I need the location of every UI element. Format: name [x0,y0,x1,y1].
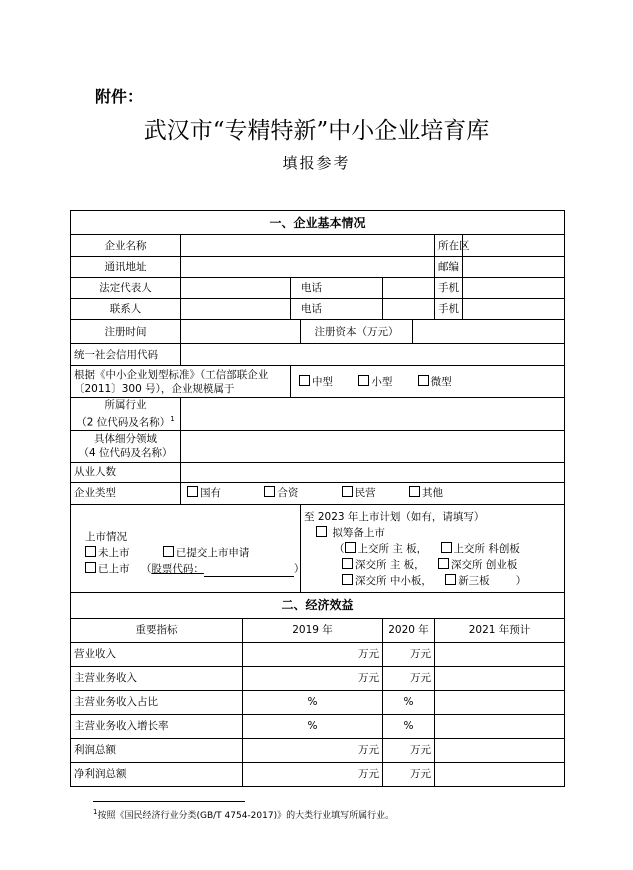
listing-title: 上市情况 [85,531,127,543]
scale-option-medium-label: 中型 [312,375,333,388]
legal-rep-field[interactable] [181,278,291,299]
address-row [71,257,565,278]
subfield-label-line1: 具体细分领域 [94,433,157,445]
plan-sh-star-label: 上交所 科创板 [453,542,520,555]
metric-unit: 万元 [410,744,431,756]
plan-line-sz1 [304,557,561,573]
metric-row [71,690,565,714]
metric-unit: % [403,720,414,732]
subfield-label [71,430,181,462]
metric-row [71,642,565,666]
credit-code-row [71,344,565,366]
section2-title: 二、经济效益 [71,592,565,618]
plan-sh-main-label: 上交所 主 板， [357,542,428,555]
industry-label [71,398,181,431]
scale-label-line1: 根据《中小企业划型标准》（工信部联企业 [74,368,269,381]
metric-unit: 万元 [358,768,379,780]
checkbox-icon [299,375,310,386]
listing-done-option[interactable] [85,561,130,577]
industry-label-line1: 所属行业 [104,399,147,411]
scale-option-micro[interactable] [418,375,452,389]
plan-sz-main-option[interactable] [342,557,425,573]
scale-option-medium[interactable] [299,375,333,389]
col-2019-header: 2019 年 [243,618,383,642]
scale-label [71,366,291,398]
attachment-label: 附件： [95,87,144,106]
col-2021-header: 2021 年预计 [435,618,565,642]
checkbox-icon [345,542,356,553]
metric-2019-field[interactable] [243,666,383,690]
footnote-divider [93,801,245,802]
metric-unit: 万元 [410,768,431,780]
metric-label: 主营业务收入占比 [71,690,243,714]
plan-neeq-option[interactable] [445,573,490,589]
footnote [93,808,394,821]
stock-code-open: （ [140,563,152,575]
plan-sz-gem-label: 深交所 创业板 [451,558,518,571]
checkbox-icon [445,574,456,585]
checkbox-icon [342,558,353,569]
employees-label: 从业人数 [71,462,181,482]
contact-row [71,299,565,320]
metric-2019-field[interactable] [243,762,383,786]
postcode-field[interactable] [463,257,565,278]
industry-label-line2 [74,412,177,430]
type-option-private[interactable] [342,486,376,500]
checkbox-icon [187,486,198,497]
company-type-row [71,482,565,504]
industry-field[interactable] [181,398,565,431]
metric-2020-field[interactable] [383,666,435,690]
type-option-other-label: 其他 [422,487,444,499]
scale-option-small-label: 小型 [371,375,393,388]
legal-rep-phone-label: 电话 [291,278,383,299]
plan-title: 至 2023 年上市计划（如有，请填写） [304,510,485,523]
checkbox-icon [264,486,275,497]
metric-label: 净利润总额 [71,762,243,786]
footnote-number: 1 [93,808,98,816]
footnote-ref: 1 [170,415,175,423]
plan-neeq-label: 新三板 [458,574,490,587]
plan-line-sh [304,541,561,557]
checkbox-icon [358,375,369,386]
legal-rep-label: 法定代表人 [71,278,181,299]
metric-2020-field[interactable] [383,690,435,714]
company-name-row [71,235,565,257]
contact-mobile-label: 手机 [435,299,463,320]
application-form-table [70,210,565,787]
location-label: 所在区 [435,235,463,257]
address-label: 通讯地址 [71,257,181,278]
employees-field[interactable] [181,462,565,482]
col-indicator-header: 重要指标 [71,618,243,642]
plan-sz-gem-option[interactable] [438,557,517,573]
metric-unit: 万元 [410,648,431,660]
metric-2020-field[interactable] [383,714,435,738]
subfield-field[interactable] [181,430,565,462]
company-type-options [181,482,565,504]
metric-label: 主营业务收入增长率 [71,714,243,738]
plan-sh-main-option[interactable] [345,541,428,557]
scale-row [71,366,565,398]
metric-2019-field[interactable] [243,738,383,762]
col-2020-header: 2020 年 [383,618,435,642]
metric-2021-field[interactable] [435,642,565,666]
reg-capital-label: 注册资本（万元） [301,320,413,344]
listing-done-label: 已上市 [98,563,130,575]
section2-header-row [71,592,565,618]
checkbox-icon [438,558,449,569]
legal-rep-mobile-label: 手机 [435,278,463,299]
metric-2021-field[interactable] [435,666,565,690]
metric-2020-field[interactable] [383,642,435,666]
reg-capital-field[interactable] [413,320,565,344]
contact-label: 联系人 [71,299,181,320]
type-option-private-label: 民营 [354,487,376,499]
plan-sh-star-option[interactable] [441,541,520,557]
metric-label: 利润总额 [71,738,243,762]
metric-2020-field[interactable] [383,762,435,786]
contact-field[interactable] [181,299,291,320]
company-name-label: 企业名称 [71,235,181,257]
type-option-other[interactable] [409,486,443,500]
scale-option-micro-label: 微型 [430,375,452,388]
type-option-jv[interactable] [264,486,298,500]
scale-label-line2: 〔2011〕300 号），企业规模属于 [74,382,235,395]
metric-2021-field[interactable] [435,738,565,762]
plan-close-paren: ） [515,574,527,587]
legal-rep-row [71,278,565,299]
metric-2019-field[interactable] [243,642,383,666]
reg-time-field[interactable] [181,320,301,344]
registration-row [71,320,565,344]
checkbox-icon [418,375,429,386]
checkbox-icon [441,542,452,553]
plan-sz-sme-option[interactable] [342,573,432,589]
stock-code-field[interactable] [204,564,294,577]
plan-line-sz2 [304,573,561,589]
listing-line1 [85,545,297,561]
metric-row [71,714,565,738]
company-type-label: 企业类型 [71,482,181,504]
metric-2020-field[interactable] [383,738,435,762]
metric-unit: 万元 [358,648,379,660]
metric-2019-field[interactable] [243,714,383,738]
contact-phone-label: 电话 [291,299,383,320]
listing-applied-option[interactable] [163,545,250,561]
checkbox-icon [342,486,353,497]
listing-row [71,504,565,592]
checkbox-icon [409,486,420,497]
industry-label-text: （2 位代码及名称） [76,416,171,429]
footnote-text: 按照《国民经济行业分类(GB/T 4754-2017)》的大类行业填写所属行业。 [97,811,395,821]
metric-label: 营业收入 [71,642,243,666]
metric-unit: % [403,696,414,708]
metric-row [71,762,565,786]
metric-2021-field[interactable] [435,690,565,714]
legal-rep-phone-field[interactable] [383,278,435,299]
subfield-row [71,430,565,462]
stock-code-close: ） [293,563,305,575]
listing-not-option[interactable] [85,545,130,561]
metric-row [71,666,565,690]
reg-time-label: 注册时间 [71,320,181,344]
credit-code-label: 统一社会信用代码 [71,344,181,366]
checkbox-icon [342,574,353,585]
location-field[interactable] [463,235,565,257]
subfield-label-line2: （4 位代码及名称） [78,447,173,459]
legal-rep-mobile-field[interactable] [463,278,565,299]
metric-unit: 万元 [410,672,431,684]
metric-label: 主营业务收入 [71,666,243,690]
listing-applied-label: 已提交上市申请 [175,547,250,559]
plan-sz-sme-label: 深交所 中小板， [355,574,432,587]
postcode-label: 邮编 [435,257,463,278]
type-option-state-label: 国有 [200,487,221,499]
section1-title: 一、企业基本情况 [71,211,565,235]
metric-unit: 万元 [358,744,379,756]
industry-row [71,398,565,431]
credit-code-field[interactable] [181,344,565,366]
metric-2021-field[interactable] [435,762,565,786]
plan-prepare-label: 拟筹备上市 [332,526,385,539]
metric-unit: % [307,696,318,708]
document-title: 武汉市“专精特新”中小企业培育库 [143,118,490,144]
listing-line2 [85,561,305,577]
metric-row [71,738,565,762]
document-subtitle: 填报参考 [282,154,351,172]
scale-option-small[interactable] [358,375,392,389]
plan-open-paren: （ [334,542,345,555]
contact-mobile-field[interactable] [463,299,565,320]
metric-2021-field[interactable] [435,714,565,738]
employees-row [71,462,565,482]
type-option-jv-label: 合资 [277,487,299,499]
plan-sz-main-label: 深交所 主 板， [355,558,425,571]
type-option-state[interactable] [187,486,221,500]
metric-unit: % [307,720,318,732]
plan-prepare-option[interactable] [304,525,561,541]
metric-unit: 万元 [358,672,379,684]
checkbox-icon [163,546,174,557]
company-name-field[interactable] [181,235,435,257]
metrics-header-row [71,618,565,642]
listing-not-label: 未上市 [98,547,130,559]
scale-options [291,366,565,398]
address-field[interactable] [181,257,435,278]
stock-code-label: 股票代码： [151,563,204,575]
checkbox-icon [316,526,327,537]
contact-phone-field[interactable] [383,299,435,320]
section1-header-row [71,211,565,235]
checkbox-icon [85,562,96,573]
checkbox-icon [85,546,96,557]
metric-2019-field[interactable] [243,690,383,714]
listing-status-cell [71,504,305,592]
listing-plan-cell [301,504,565,592]
